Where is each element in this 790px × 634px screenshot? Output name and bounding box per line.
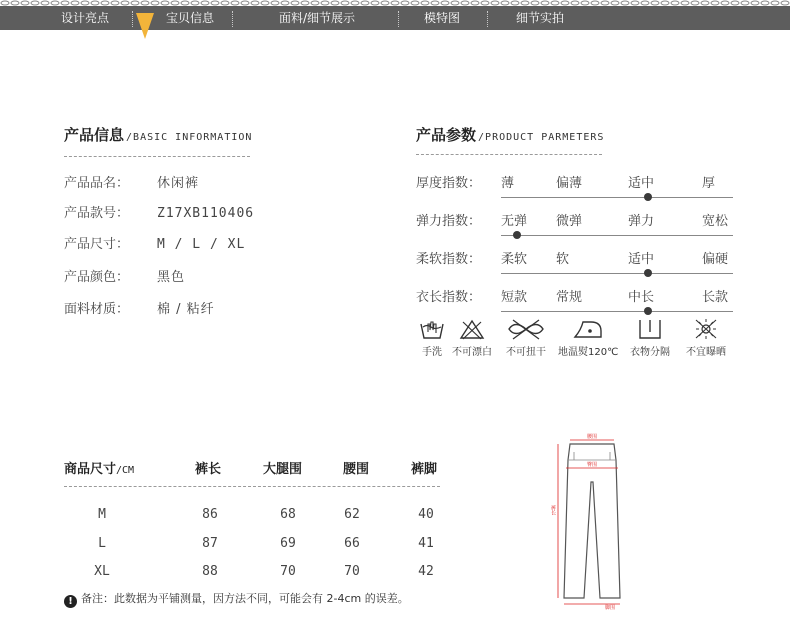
size-table-header [64,458,134,477]
no-wring-icon [505,318,547,340]
param-option: 偏硬 [702,252,729,267]
care-label: 不可漂白 [452,347,492,358]
param-option: 宽松 [702,214,729,229]
param-option: 中长 [628,290,655,305]
param-scale-line [501,235,733,236]
info-label: 产品品名： [64,176,130,191]
no-sun-icon [693,318,719,340]
param-row [416,248,736,288]
param-option: 偏薄 [556,176,583,191]
param-option: 柔软 [501,252,528,267]
divider [64,156,250,157]
table-cell: 66 [344,536,360,551]
column-header: 裤长 [195,462,222,477]
diagram-label-hip: 臀围 [586,462,598,468]
nav-separator [132,11,133,27]
param-option: 适中 [628,176,655,191]
column-header: 腰围 [343,462,370,477]
param-scale-line [501,273,733,274]
param-label: 厚度指数： [416,176,482,191]
divider [64,486,440,487]
nav-separator [398,11,399,27]
pants-diagram [540,430,640,610]
care-label: 地温熨120℃ [558,347,619,358]
care-item [620,318,680,358]
params-title: 产品参数 /PRODUCT PARMETERS [416,126,605,144]
table-cell: 41 [418,536,434,551]
nav-item-fabric[interactable]: 面料/细节展示 [278,11,356,25]
param-option: 无弹 [501,214,528,229]
table-cell: 70 [344,564,360,579]
info-value: M / L / XL [157,237,246,252]
column-header: 大腿围 [263,462,303,477]
param-option: 常规 [556,290,583,305]
table-cell: 68 [280,507,296,522]
nav-bar [0,6,790,30]
measurement-note [64,590,409,608]
params-title-text: 产品参数 [416,126,477,144]
info-value: 休闲裤 [157,176,200,191]
info-value: Z17XB110406 [157,206,255,221]
care-item [442,318,502,358]
param-option: 软 [556,252,570,267]
param-option: 厚 [702,176,716,191]
nav-active-arrow [136,13,154,39]
info-value: 黑色 [157,270,186,285]
table-cell: 87 [202,536,218,551]
param-option: 适中 [628,252,655,267]
info-row-name [64,172,199,191]
care-label: 不宜曝晒 [686,347,726,358]
param-row [416,210,736,250]
param-option: 长款 [702,290,729,305]
table-cell: 42 [418,564,434,579]
size-table-header-label: 商品尺寸 [64,462,117,477]
care-item [676,318,736,358]
diagram-label-waist: 腰围 [586,434,598,440]
info-row-material [64,298,215,317]
care-label: 衣物分隔 [630,347,670,358]
nav-item-model[interactable]: 模特图 [423,11,460,25]
param-selected-marker [644,269,652,277]
param-selected-marker [513,231,521,239]
info-label: 面料材质： [64,302,130,317]
no-bleach-icon [459,318,485,340]
table-cell: 88 [202,564,218,579]
divider [416,154,602,155]
size-cell: M [98,507,106,522]
param-label: 柔软指数： [416,252,482,267]
table-cell: 40 [418,507,434,522]
table-cell: 69 [280,536,296,551]
table-cell: 62 [344,507,360,522]
param-option: 短款 [501,290,528,305]
separate-wash-icon [635,318,665,340]
info-label: 产品颜色： [64,270,130,285]
info-row-size [64,233,245,252]
care-item [558,318,618,358]
table-cell: 70 [280,564,296,579]
param-label: 弹力指数： [416,214,482,229]
note-text: 备注：此数据为平铺测量，因方法不同，可能会有 2-4cm 的误差。 [81,592,409,605]
info-label: 产品尺寸： [64,237,130,252]
care-label: 手洗 [422,347,442,358]
param-selected-marker [644,307,652,315]
param-row [416,172,736,212]
size-table-unit: /CM [116,465,135,476]
param-option: 薄 [501,176,515,191]
product-info-title: 产品信息 /BASIC INFORMATION [64,126,253,144]
care-item [496,318,556,358]
nav-separator [232,11,233,27]
size-cell: L [98,536,106,551]
info-row-color [64,266,185,285]
param-scale-line [501,311,733,312]
nav-separator [487,11,488,27]
info-value: 棉 / 粘纤 [157,302,215,317]
product-info-title-text: 产品信息 [64,126,125,144]
warning-icon: ! [64,595,77,608]
care-label: 不可扭干 [506,347,546,358]
param-option: 微弹 [556,214,583,229]
param-scale-line [501,197,733,198]
diagram-label-length: 裤长 [550,505,556,515]
param-selected-marker [644,193,652,201]
product-info-title-en: BASIC INFORMATION [133,132,253,143]
param-option: 弹力 [628,214,655,229]
size-cell: XL [94,564,110,579]
nav-item-design[interactable]: 设计亮点 [60,11,109,25]
diagram-label-hem: 脚围 [604,605,616,610]
info-label: 产品款号： [64,206,130,221]
nav-item-detail[interactable]: 细节实拍 [515,11,564,25]
info-row-sku [64,202,254,221]
column-header: 裤脚 [411,462,438,477]
nav-item-info[interactable]: 宝贝信息 [165,11,214,25]
table-cell: 86 [202,507,218,522]
params-title-en: PRODUCT PARMETERS [485,132,605,143]
param-label: 衣长指数： [416,290,482,305]
low-iron-icon [571,318,605,340]
